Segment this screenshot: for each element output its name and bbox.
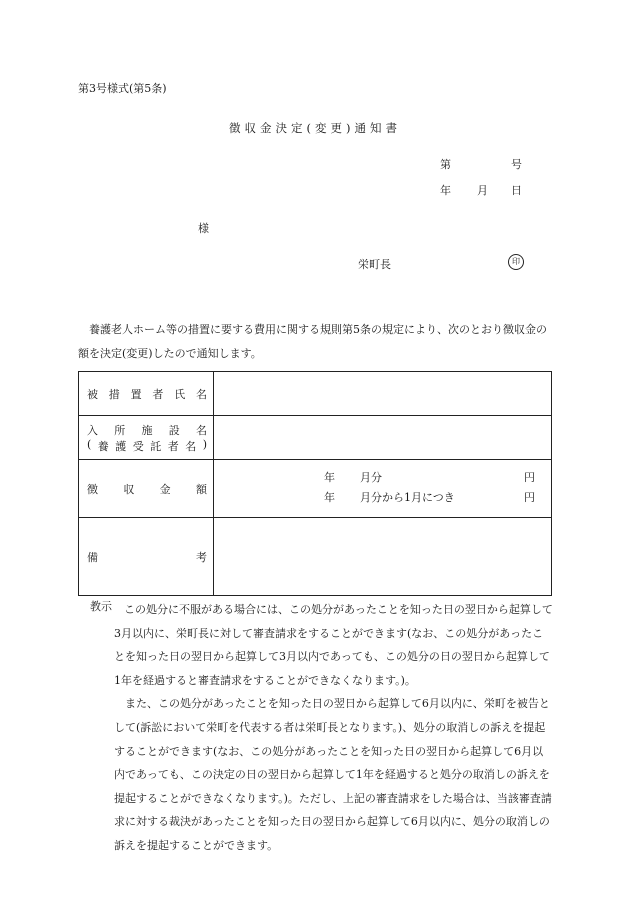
label-char: 所 — [114, 423, 126, 437]
label-char: ( — [87, 437, 92, 451]
label-char: 養 — [97, 439, 109, 453]
label-char: 名 — [185, 439, 197, 453]
issuer-name: 栄町長 — [358, 258, 391, 271]
label-text — [79, 386, 213, 402]
value-recipient-name — [214, 372, 552, 416]
label-char: 名 — [195, 387, 207, 401]
label-char: 託 — [150, 439, 162, 453]
amount-line-1-text: 月分 — [360, 470, 382, 484]
notice-body — [114, 598, 554, 858]
label-char: 設 — [168, 423, 180, 437]
amount-line-2-year: 年 — [324, 490, 335, 504]
notice-paragraph-1: この処分に不服がある場合には、この処分があったことを知った日の翌日から起算して3月以内に、栄町長に対して審査請求をすることができます(なお、この処分があったことを知った日の翌日から起算して3月以内であっても、この処分の日の翌日から起算して1年を経過すると審査請求をすることができなくなります。)。 — [114, 603, 553, 687]
doc-number-go: 号 — [511, 158, 522, 171]
label-text-sub — [79, 438, 213, 454]
table-row — [79, 518, 552, 596]
date-day: 日 — [511, 184, 522, 197]
label-char: 入 — [87, 423, 98, 437]
label-text — [79, 481, 213, 497]
label-char: 護 — [115, 439, 127, 453]
amount-line-1-unit: 円 — [524, 470, 535, 484]
notice-heading: 教示 — [90, 600, 112, 613]
label-text — [79, 422, 213, 438]
amount-line-1 — [214, 465, 551, 489]
value-collection-amount — [214, 460, 552, 518]
value-remarks — [214, 518, 552, 596]
fee-table — [78, 371, 552, 596]
remarks-char-2: 考 — [196, 550, 207, 564]
label-char: 被 — [87, 387, 98, 401]
label-char: 徴 — [87, 482, 98, 496]
label-char: 者 — [167, 439, 179, 453]
label-char: 受 — [132, 439, 144, 453]
amount-line-2-text: 月分から1月につき — [360, 490, 455, 504]
label-char: 額 — [195, 482, 207, 496]
table-row — [79, 372, 552, 416]
date-year: 年 — [440, 184, 451, 197]
label-char: 置 — [130, 387, 142, 401]
label-char: 措 — [108, 387, 120, 401]
amount-line-2 — [214, 489, 551, 513]
remarks-char-1: 備 — [87, 550, 98, 564]
label-char: 名 — [196, 423, 207, 437]
label-collection-amount — [79, 460, 214, 518]
amount-line-2-unit: 円 — [524, 490, 535, 504]
document-title: 徴収金決定(変更)通知書 — [229, 121, 401, 135]
label-char: 金 — [159, 482, 171, 496]
form-number: 第3号様式(第5条) — [78, 82, 167, 95]
table-row — [79, 416, 552, 460]
label-recipient-name — [79, 372, 214, 416]
addressee-sama: 様 — [198, 222, 209, 235]
amount-line-1-year: 年 — [324, 470, 335, 484]
label-text — [79, 549, 213, 565]
notice-paragraph-2: また、この処分があったことを知った日の翌日から起算して6月以内に、栄町を被告として(訴訟において栄町を代表する者は栄町長となります。)、処分の取消しの訴えを提起することができます(なお、この処分があったことを知った日の翌日から起算して6月以内であっても、この決定の日の翌日から起算して1年を経過すると処分の取消しの訴えを提起することができなくなります。)。ただし、上記の審査請求をした場合は、当該審査請求に対する裁決があったことを知った日の翌日から起算して6月以内に、処分の取消しの訴えを提起することができます。 — [114, 697, 552, 852]
label-remarks — [79, 518, 214, 596]
doc-number-dai: 第 — [440, 158, 451, 171]
label-char: 施 — [141, 423, 153, 437]
intro-paragraph: 養護老人ホーム等の措置に要する費用に関する規則第5条の規定により、次のとおり徴収金の額を決定(変更)したので通知します。 — [78, 323, 547, 360]
label-char: 氏 — [174, 387, 186, 401]
label-char: ) — [202, 437, 207, 451]
seal-stamp-icon: 印 — [508, 254, 524, 270]
label-char: 収 — [123, 482, 135, 496]
label-facility-name — [79, 416, 214, 460]
date-month: 月 — [477, 184, 488, 197]
label-char: 者 — [152, 387, 164, 401]
value-facility-name — [214, 416, 552, 460]
table-row — [79, 460, 552, 518]
